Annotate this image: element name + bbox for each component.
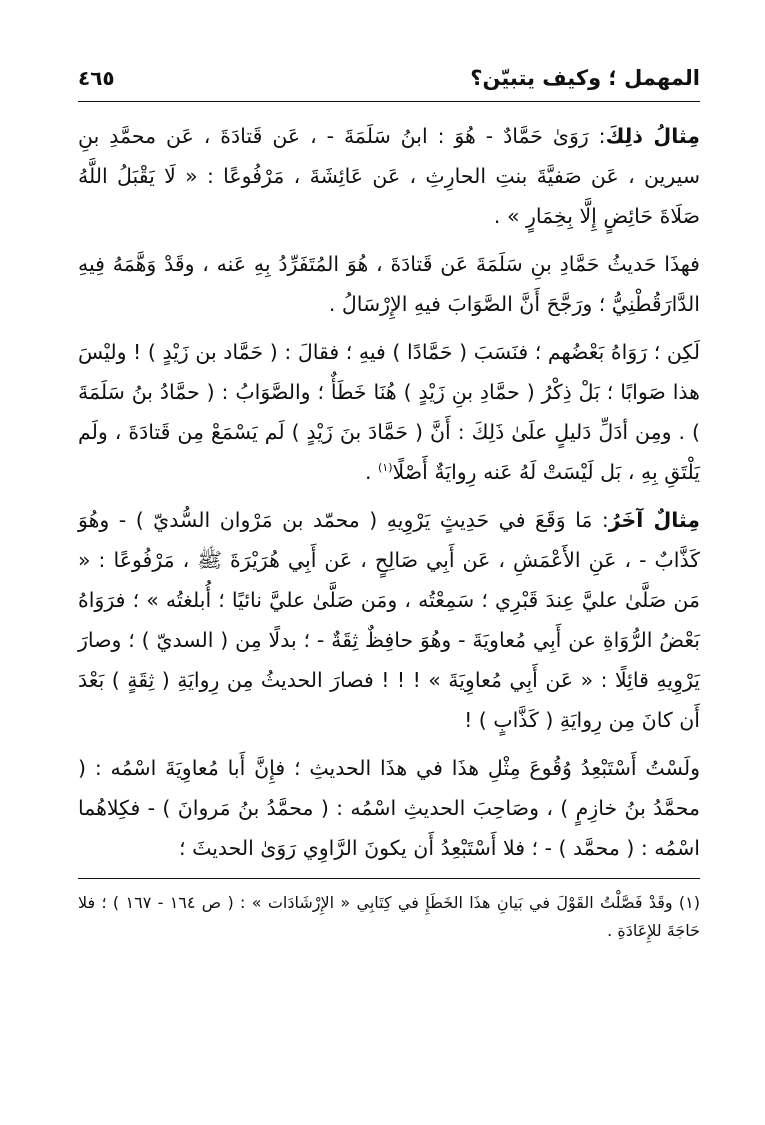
running-head <box>78 55 700 102</box>
paragraph-text: لَكِن ؛ رَوَاهُ بَعْضُهم ؛ فنَسَبَ ( حَمَّادًا ) فيهِ ؛ فقالَ : ( حَمَّاد بن زَيْدٍ ) ! وليْسَ هذا صَوابًا ؛ بَلْ ذِكْرُ ( حمَّادِ بنِ زَيْدٍ ) هُنَا خَطَأٌ ؛ والصَّوَابُ : ( حمَّادُ بنُ سَلَمَةَ ) . ومِن أدَلِّ دَليلٍ علَىٰ ذَلِكَ : أَنَّ ( حَمَّادَ بنَ زَيْدٍ ) لَم يَسْمَعْ مِن قَتادَةَ ، ولَم يَلْتَقِ بِهِ ، بَل لَيْسَتْ لَهُ عَنه رِوايَةٌ أَصْلًا <box>78 340 700 484</box>
paragraph-tail: . <box>364 460 378 484</box>
example-lead: مِثالٌ آخَرُ <box>608 508 700 532</box>
footnote: (١) وقَدْ فَصَّلْتُ القَوْلَ في بَيانِ هذَا الخَطَإِ في كِتَابِي « الإِرْشَادَات » : ( ص ١٦٤ - ١٦٧ ) ؛ فلا حَاجَةَ للإِعَادَةِ . <box>78 893 701 940</box>
footnote-separator <box>78 878 700 879</box>
paragraph-text: فهذَا حَديثُ حَمَّادِ بنِ سَلَمَةَ عَن قَتادَةَ ، هُوَ المُتَفَرِّدُ بِهِ عَنه ، وقَدْ وَهَّمَهُ فِيهِ الدَّارَقُطْنِيُّ ؛ ورَجَّحَ أَنَّ الصَّوَابَ فيهِ الإِرْسَالُ . <box>78 252 700 316</box>
footnote-ref[interactable]: (١) <box>378 461 393 475</box>
paragraph <box>78 332 700 492</box>
paragraph-text: : رَوَىٰ حَمَّادٌ - هُوَ : ابنُ سَلَمَةَ - ، عَن قَتادَةَ ، عَن محمَّدِ بنِ سيرين ، عَن صَفيَّةَ بنتِ الحارِثِ ، عَن عَائِشَةَ ، مَرْفُوعًا : « لَا يَقْبَلُ اللَّهُ صَلَاةَ حَائِضٍ إِلَّا بِخِمَارٍ » . <box>78 124 700 228</box>
example-lead: مِثالُ ذلِكَ <box>605 124 700 148</box>
running-title: المهمل ؛ وكيف يتبيّن؟ <box>470 66 700 90</box>
paragraph <box>78 244 700 324</box>
page-number: ٤٦٥ <box>78 66 115 90</box>
body-text <box>78 116 700 868</box>
paragraph <box>78 748 700 868</box>
paragraph-text: : مَا وَقَعَ في حَدِيثٍ يَرْوِيهِ ( محمّد بن مَرْوان السُّديّ ) - وهُوَ كَذَّابٌ - ، عَنِ الأَعْمَشِ ، عَن أَبِي صَالِحٍ ، عَن أَبِي هُرَيْرَةَ ﷺ ، مَرْفُوعًا : « مَن صَلَّىٰ عليَّ عِندَ قَبْرِي ؛ سَمِعْتُه ، ومَن صَلَّىٰ عليَّ نائيًا ؛ أُبلغتُه » ؛ فرَوَاهُ بَعْضُ الرُّوَاةِ عن أَبِي مُعاويَةَ - وهُوَ حافِظٌ ثِقَةٌ - ؛ بدلًا مِن ( السديّ ) ؛ وصارَ يَرْوِيهِ قائِلًا : « عَن أَبِي مُعاوِيَةَ » ! ! ! فصارَ الحديثُ مِن رِوايَةِ ( ثِقَةٍ ) بَعْدَ أَن كانَ مِن رِوايَةِ ( كَذَّابٍ ) ! <box>78 508 700 732</box>
paragraph <box>78 500 700 740</box>
paragraph-text: ولَسْتُ أَسْتَبْعِدُ وُقُوعَ مِثْلِ هذَا في هذَا الحديثِ ؛ فإِنَّ أَبا مُعاوِيَةَ اسْمُه : ( محمَّدُ بنُ خازِمٍ ) ، وصَاحِبَ الحديثِ اسْمُه : ( محمَّدُ بنُ مَروانَ ) - فكِلاهُما اسْمُه : ( محمَّد ) - ؛ فلا أَسْتَبْعِدُ أَن يكونَ الرَّاوِي رَوَىٰ الحديثَ ؛ <box>78 756 700 860</box>
page <box>78 55 700 945</box>
paragraph <box>78 116 700 236</box>
